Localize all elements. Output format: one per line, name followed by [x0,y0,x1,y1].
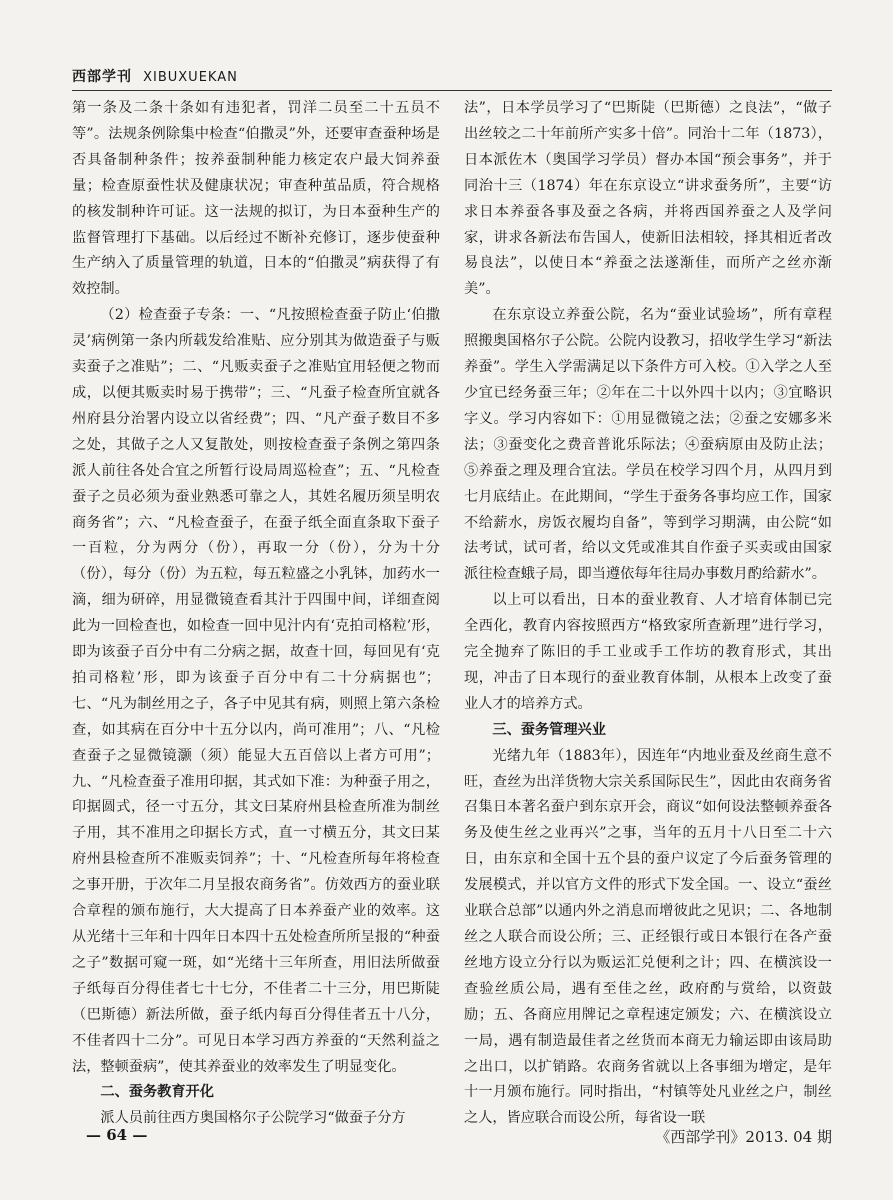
paragraph: （2）检查蚕子专条：一、“凡按照检查蚕子防止‘伯撒灵’病例第一条内所载发给准贴、应分别其为做造蚕子与贩卖蚕子之准贴”；二、“凡贩卖蚕子之准贴宜用轻便之物而成，以便其贩卖时易于携带”；三、“凡蚕子检查所宜就各州府县分治署内设立以省经费”；四、“凡产蚕子数目不多之处，其做子之人又复散处，则按检查蚕子条例之第四条派人前往各处合宜之所暂行设局周巡检查”；五、“凡检查蚕子之员必须为蚕业熟悉可靠之人，其姓名履历须呈明农商务省”；六、“凡检查蚕子，在蚕子纸全面直条取下蚕子一百粒，分为两分（份），再取一分（份），分为十分（份），每分（份）为五粒，每五粒盛之小乳钵，加药水一滴，细为研碎，用显微镜查看其汁于四围中间，详细查阅此为一回检查也，如检查一回中见汁内有‘克拍司格粒’形，即为该蚕子百分中有二分病之据，故查十回，每回见有‘克拍司格粒’形，即为该蚕子百分中有二十分病据也”；七、“凡为制丝用之子，各子中见其有病，则照上第六条检查，如其病在百分中十五分以内，尚可准用”；八、“凡检查蚕子之显微镜灏（须）能显大五百倍以上者方可用”；九、“凡检查蚕子准用印据，其式如下准：为种蚕子用之，印据圆式，径一寸五分，其文曰某府州县检查所准为制丝子用，其不准用之印据长方式，直一寸横五分，其文曰某府州县检查所不准贩卖饲养”；十、“凡检查所每年将检查之事开册，于次年二月呈报农商务省”。仿效西方的蚕业联合章程的颁布施行，大大提高了日本养蚕产业的效率。这从光绪十三年和十四年日本四十五处检查所所呈报的“种蚕之子”数据可窥一斑，如“光绪十三年所查，用旧法所做蚕子纸每百分得佳者七十七分，不佳者二十三分，用巴斯陡（巴斯德）新法所做，蚕子纸内每百分得佳者五十八分，不佳者四十二分”。可见日本学习西方养蚕的“天然利益之法，整顿蚕病”，使其养蚕业的效率发生了明显变化。 [72,307,440,1075]
journal-issue: 《西部学刊》2013. 04 期 [655,1128,832,1146]
paragraph: 法”，日本学员学习了“巴斯陡（巴斯德）之良法”，“做子出丝较之二十年前所产实多十倍”。同治十二年（1873），日本派佐木（奥国学习学员）督办本国“预会事务”，并于同治十三（1874）年在东京设立“讲求蚕务所”，主要“访求日本养蚕各事及蚕之各病，并将西国养蚕之人及学问家，讲求各新法布告国人，使新旧法相较，择其相近者改易良法”，以使日本“养蚕之法遂渐佳，而所产之丝亦渐美”。 [464,100,832,298]
page-footer [72,1122,832,1152]
right-column [464,96,832,1132]
paragraph: 第一条及二条十条如有违犯者，罚洋二员至二十五员不等”。法规条例除集中检查“伯撒灵”外，还要审查蚕种场是否具备制种条件；按养蚕制种能力核定农户最大饲养蚕量；检查原蚕性状及健康状况；审查种茧品质，符合规格的核发制种许可证。这一法规的拟订，为日本蚕种生产的监督管理打下基础。以后经过不断补充修订，逐步使蚕种生产纳入了质量管理的轨道，日本的“伯撒灵”病获得了有效控制。 [72,100,440,298]
paragraph: 光绪九年（1883年），因连年“内地业蚕及丝商生意不旺，查丝为出洋货物大宗关系国际民生”，因此由农商务省召集日本著名蚕户到东京开会，商议“如何设法整顿养蚕各务及使生丝之业再兴”之事，当年的五月十八日至二十六日，由东京和全国十五个县的蚕户议定了今后蚕务管理的发展模式，并以官方文件的形式下发全国。一、设立“蚕丝业联合总部”以通内外之消息而增彼此之见识；二、各地制丝之人联合而设公所；三、正经银行或日本银行在各产蚕丝地方设立分行以为贩运汇兑便利之计；四、在横滨设一查验丝质公局，遇有至佳之丝，政府酌与赏给，以资鼓励；五、各商应用牌记之章程速定颁发；六、在横滨设立一局，遇有制造最佳者之丝货而本商无力输运即由该局助之出口，以扩销路。农商务省就以上各事细为增定，是年十一月颁布施行。同时指出，“村镇等处凡业丝之户，制丝之人，皆应联合而设公所，每省设一联 [464,747,832,1127]
journal-name-cn: 西部学刊 [72,69,132,85]
section-heading: 三、蚕务管理兴业 [492,721,606,738]
journal-name-en: XIBUXUEKAN [143,70,238,85]
page-number: — 64 — [86,1126,148,1144]
paragraph: 在东京设立养蚕公院，名为“蚕业试验场”，所有章程照搬奥国格尔子公院。公院内设教习，招收学生学习“新法养蚕”。学生入学需满足以下条件方可入校。①入学之人至少宜已经务蚕三年；②年在二十以外四十以内；③宜略识字义。学习内容如下：①用显微镜之法；②蚕之安娜多米法；③蚕变化之费音普讹乐际法；④蚕病原由及防止法；⑤养蚕之理及理合宜法。学员在校学习四个月，从四月到七月底结止。在此期间，“学生于蚕务各事均应工作，国家不给薪水，房饭衣履均自备”，等到学习期满，由公院“如法考试，试可者，给以文凭或准其自作蚕子买卖或由国家派往检查蛾子局，即当遵依每年往局办事数月酌给薪水”。 [464,307,832,583]
left-column [72,96,440,1132]
paragraph: 以上可以看出，日本的蚕业教育、人才培育体制已完全西化，教育内容按照西方“格致家所查新理”进行学习，完全抛弃了陈旧的手工业或手工作坊的教育形式，其出现，冲击了日本现行的蚕业教育体制，从根本上改变了蚕业人才的培养方式。 [464,592,832,712]
running-header [72,66,832,91]
paragraph: 派人员前往西方奥国格尔子公院学习“做蚕子分方 [100,1110,406,1127]
section-heading: 二、蚕务教育开化 [100,1084,214,1101]
